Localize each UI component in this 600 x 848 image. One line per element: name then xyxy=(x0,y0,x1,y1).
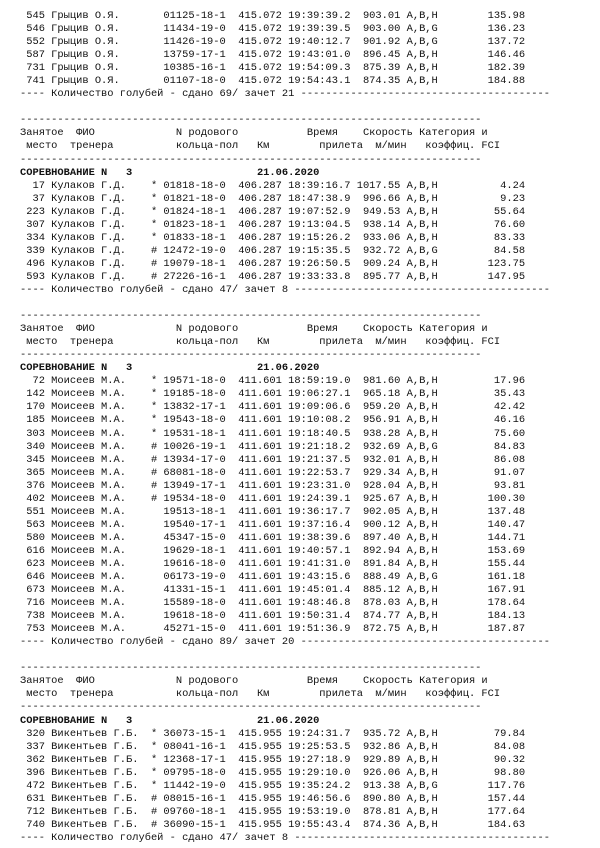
table-header: место тренера кольца-пол Км прилета м/мин коэффиц. FCI xyxy=(20,336,501,349)
blank-line xyxy=(20,101,590,114)
table-row: 753 Моисеев М.А. 45271-15-0 411.601 19:51:36.9 872.75 A,B,H 187.87 xyxy=(20,623,526,636)
results-document xyxy=(20,10,590,845)
table-row: 185 Моисеев М.А. * 19543-18-0 411.601 19:10:08.2 956.91 A,B,H 46.16 xyxy=(20,414,526,427)
table-row: 72 Моисеев М.А. * 19571-18-0 411.601 18:59:19.0 981.60 A,B,H 17.96 xyxy=(20,375,526,388)
divider: -------------------------------------------------------------------------- xyxy=(20,349,482,362)
blank-line xyxy=(20,297,590,310)
table-row: 731 Грыцив О.Я. 10385-16-1 415.072 19:54:09.3 875.39 A,B,H 182.39 xyxy=(20,62,526,75)
table-row: 339 Кулаков Г.Д. # 12472-19-0 406.287 19:15:35.5 932.72 A,B,G 84.58 xyxy=(20,244,526,257)
table-header: место тренера кольца-пол Км прилета м/мин коэффиц. FCI xyxy=(20,140,501,153)
table-row: 307 Кулаков Г.Д. * 01823-18-1 406.287 19:13:04.5 938.14 A,B,H 76.60 xyxy=(20,218,526,231)
table-row: 552 Грыцив О.Я. 11426-19-0 415.072 19:40:12.7 901.92 A,B,G 137.72 xyxy=(20,36,526,49)
block-footer: ---- Количество голубей - сдано 89/ зачет 20 ---------------------------------------- xyxy=(20,636,551,649)
table-row: 340 Моисеев М.А. # 10026-19-1 411.601 19:21:18.2 932.69 A,B,G 84.83 xyxy=(20,440,526,453)
table-row: 170 Моисеев М.А. * 13832-17-1 411.601 19:09:06.6 959.20 A,B,H 42.42 xyxy=(20,401,526,414)
table-row: 345 Моисеев М.А. # 13934-17-0 411.601 19:21:37.5 932.01 A,B,H 86.08 xyxy=(20,453,526,466)
table-row: 303 Моисеев М.А. * 19531-18-1 411.601 19:18:40.5 938.28 A,B,H 75.60 xyxy=(20,427,526,440)
table-row: 17 Кулаков Г.Д. * 01818-18-0 406.287 18:39:16.7 1017.55 A,B,H 4.24 xyxy=(20,179,526,192)
table-header: Занятое ФИО N родового Время Скорость Категория и xyxy=(20,127,488,140)
block-footer: ---- Количество голубей - сдано 47/ зачет 8 ----------------------------------------- xyxy=(20,283,551,296)
competition-title: СОРЕВНОВАНИЕ N 3 21.06.2020 xyxy=(20,362,320,375)
competition-title: СОРЕВНОВАНИЕ N 3 21.06.2020 xyxy=(20,714,320,727)
table-row: 623 Моисеев М.А. 19616-18-0 411.601 19:41:31.0 891.84 A,B,H 155.44 xyxy=(20,557,526,570)
table-row: 396 Викентьев Г.Б. * 09795-18-0 415.955 19:29:10.0 926.06 A,B,H 98.80 xyxy=(20,766,526,779)
table-row: 362 Викентьев Г.Б. * 12368-17-1 415.955 19:27:18.9 929.89 A,B,H 90.32 xyxy=(20,753,526,766)
table-row: 546 Грыцив О.Я. 11434-19-0 415.072 19:39:39.5 903.00 A,B,G 136.23 xyxy=(20,23,526,36)
table-row: 740 Викентьев Г.Б. # 36090-15-1 415.955 19:55:43.4 874.36 A,B,H 184.63 xyxy=(20,818,526,831)
table-header: Занятое ФИО N родового Время Скорость Категория и xyxy=(20,675,488,688)
table-row: 631 Викентьев Г.Б. # 08015-16-1 415.955 19:46:56.6 890.80 A,B,H 157.44 xyxy=(20,792,526,805)
table-row: 738 Моисеев М.А. 19618-18-0 411.601 19:50:31.4 874.77 A,B,H 184.13 xyxy=(20,610,526,623)
table-row: 142 Моисеев М.А. * 19185-18-0 411.601 19:06:27.1 965.18 A,B,H 35.43 xyxy=(20,388,526,401)
table-row: 593 Кулаков Г.Д. # 27226-16-1 406.287 19:33:33.8 895.77 A,B,H 147.95 xyxy=(20,270,526,283)
table-row: 712 Викентьев Г.Б. # 09760-18-1 415.955 19:53:19.0 878.81 A,B,H 177.64 xyxy=(20,805,526,818)
table-row: 320 Викентьев Г.Б. * 36073-15-1 415.955 19:24:31.7 935.72 A,B,H 79.84 xyxy=(20,727,526,740)
table-row: 402 Моисеев М.А. # 19534-18-0 411.601 19:24:39.1 925.67 A,B,H 100.30 xyxy=(20,492,526,505)
divider: -------------------------------------------------------------------------- xyxy=(20,701,482,714)
table-row: 673 Моисеев М.А. 41331-15-1 411.601 19:45:01.4 885.12 A,B,H 167.91 xyxy=(20,584,526,597)
table-row: 646 Моисеев М.А. 06173-19-0 411.601 19:43:15.6 888.49 A,B,G 161.18 xyxy=(20,571,526,584)
table-row: 496 Кулаков Г.Д. # 19079-18-1 406.287 19:26:50.5 909.24 A,B,H 123.75 xyxy=(20,257,526,270)
block-footer: ---- Количество голубей - сдано 47/ зачет 8 ----------------------------------------- xyxy=(20,831,551,844)
competition-title: СОРЕВНОВАНИЕ N 3 21.06.2020 xyxy=(20,166,320,179)
table-header: Занятое ФИО N родового Время Скорость Категория и xyxy=(20,323,488,336)
table-row: 545 Грыцив О.Я. 01125-18-1 415.072 19:39:39.2 903.01 A,B,H 135.98 xyxy=(20,10,526,22)
table-row: 587 Грыцив О.Я. 13759-17-1 415.072 19:43:01.0 896.45 A,B,H 146.46 xyxy=(20,49,526,62)
divider: -------------------------------------------------------------------------- xyxy=(20,114,482,127)
blank-line xyxy=(20,649,590,662)
divider: -------------------------------------------------------------------------- xyxy=(20,153,482,166)
table-header: место тренера кольца-пол Км прилета м/мин коэффиц. FCI xyxy=(20,688,501,701)
table-row: 337 Викентьев Г.Б. * 08041-16-1 415.955 19:25:53.5 932.86 A,B,H 84.08 xyxy=(20,740,526,753)
table-row: 376 Моисеев М.А. # 13949-17-1 411.601 19:23:31.0 928.04 A,B,H 93.81 xyxy=(20,479,526,492)
table-row: 563 Моисеев М.А. 19540-17-1 411.601 19:37:16.4 900.12 A,B,H 140.47 xyxy=(20,518,526,531)
table-row: 37 Кулаков Г.Д. * 01821-18-0 406.287 18:47:38.9 996.66 A,B,H 9.23 xyxy=(20,192,526,205)
table-row: 616 Моисеев М.А. 19629-18-1 411.601 19:40:57.1 892.94 A,B,H 153.69 xyxy=(20,544,526,557)
divider: -------------------------------------------------------------------------- xyxy=(20,662,482,675)
table-row: 716 Моисеев М.А. 15589-18-0 411.601 19:48:46.8 878.03 A,B,H 178.64 xyxy=(20,597,526,610)
block-footer: ---- Количество голубей - сдано 69/ зачет 21 ---------------------------------------- xyxy=(20,88,551,101)
table-row: 472 Викентьев Г.Б. * 11442-19-0 415.955 19:35:24.2 913.38 A,B,G 117.76 xyxy=(20,779,526,792)
table-row: 365 Моисеев М.А. # 68081-18-0 411.601 19:22:53.7 929.34 A,B,H 91.07 xyxy=(20,466,526,479)
divider: -------------------------------------------------------------------------- xyxy=(20,310,482,323)
table-row: 334 Кулаков Г.Д. * 01833-18-1 406.287 19:15:26.2 933.06 A,B,H 83.33 xyxy=(20,231,526,244)
table-row: 580 Моисеев М.А. 45347-15-0 411.601 19:38:39.6 897.40 A,B,H 144.71 xyxy=(20,531,526,544)
table-row: 223 Кулаков Г.Д. * 01824-18-1 406.287 19:07:52.9 949.53 A,B,H 55.64 xyxy=(20,205,526,218)
table-row: 741 Грыцив О.Я. 01107-18-0 415.072 19:54:43.1 874.35 A,B,H 184.88 xyxy=(20,75,526,88)
table-row: 551 Моисеев М.А. 19513-18-1 411.601 19:36:17.7 902.05 A,B,H 137.48 xyxy=(20,505,526,518)
